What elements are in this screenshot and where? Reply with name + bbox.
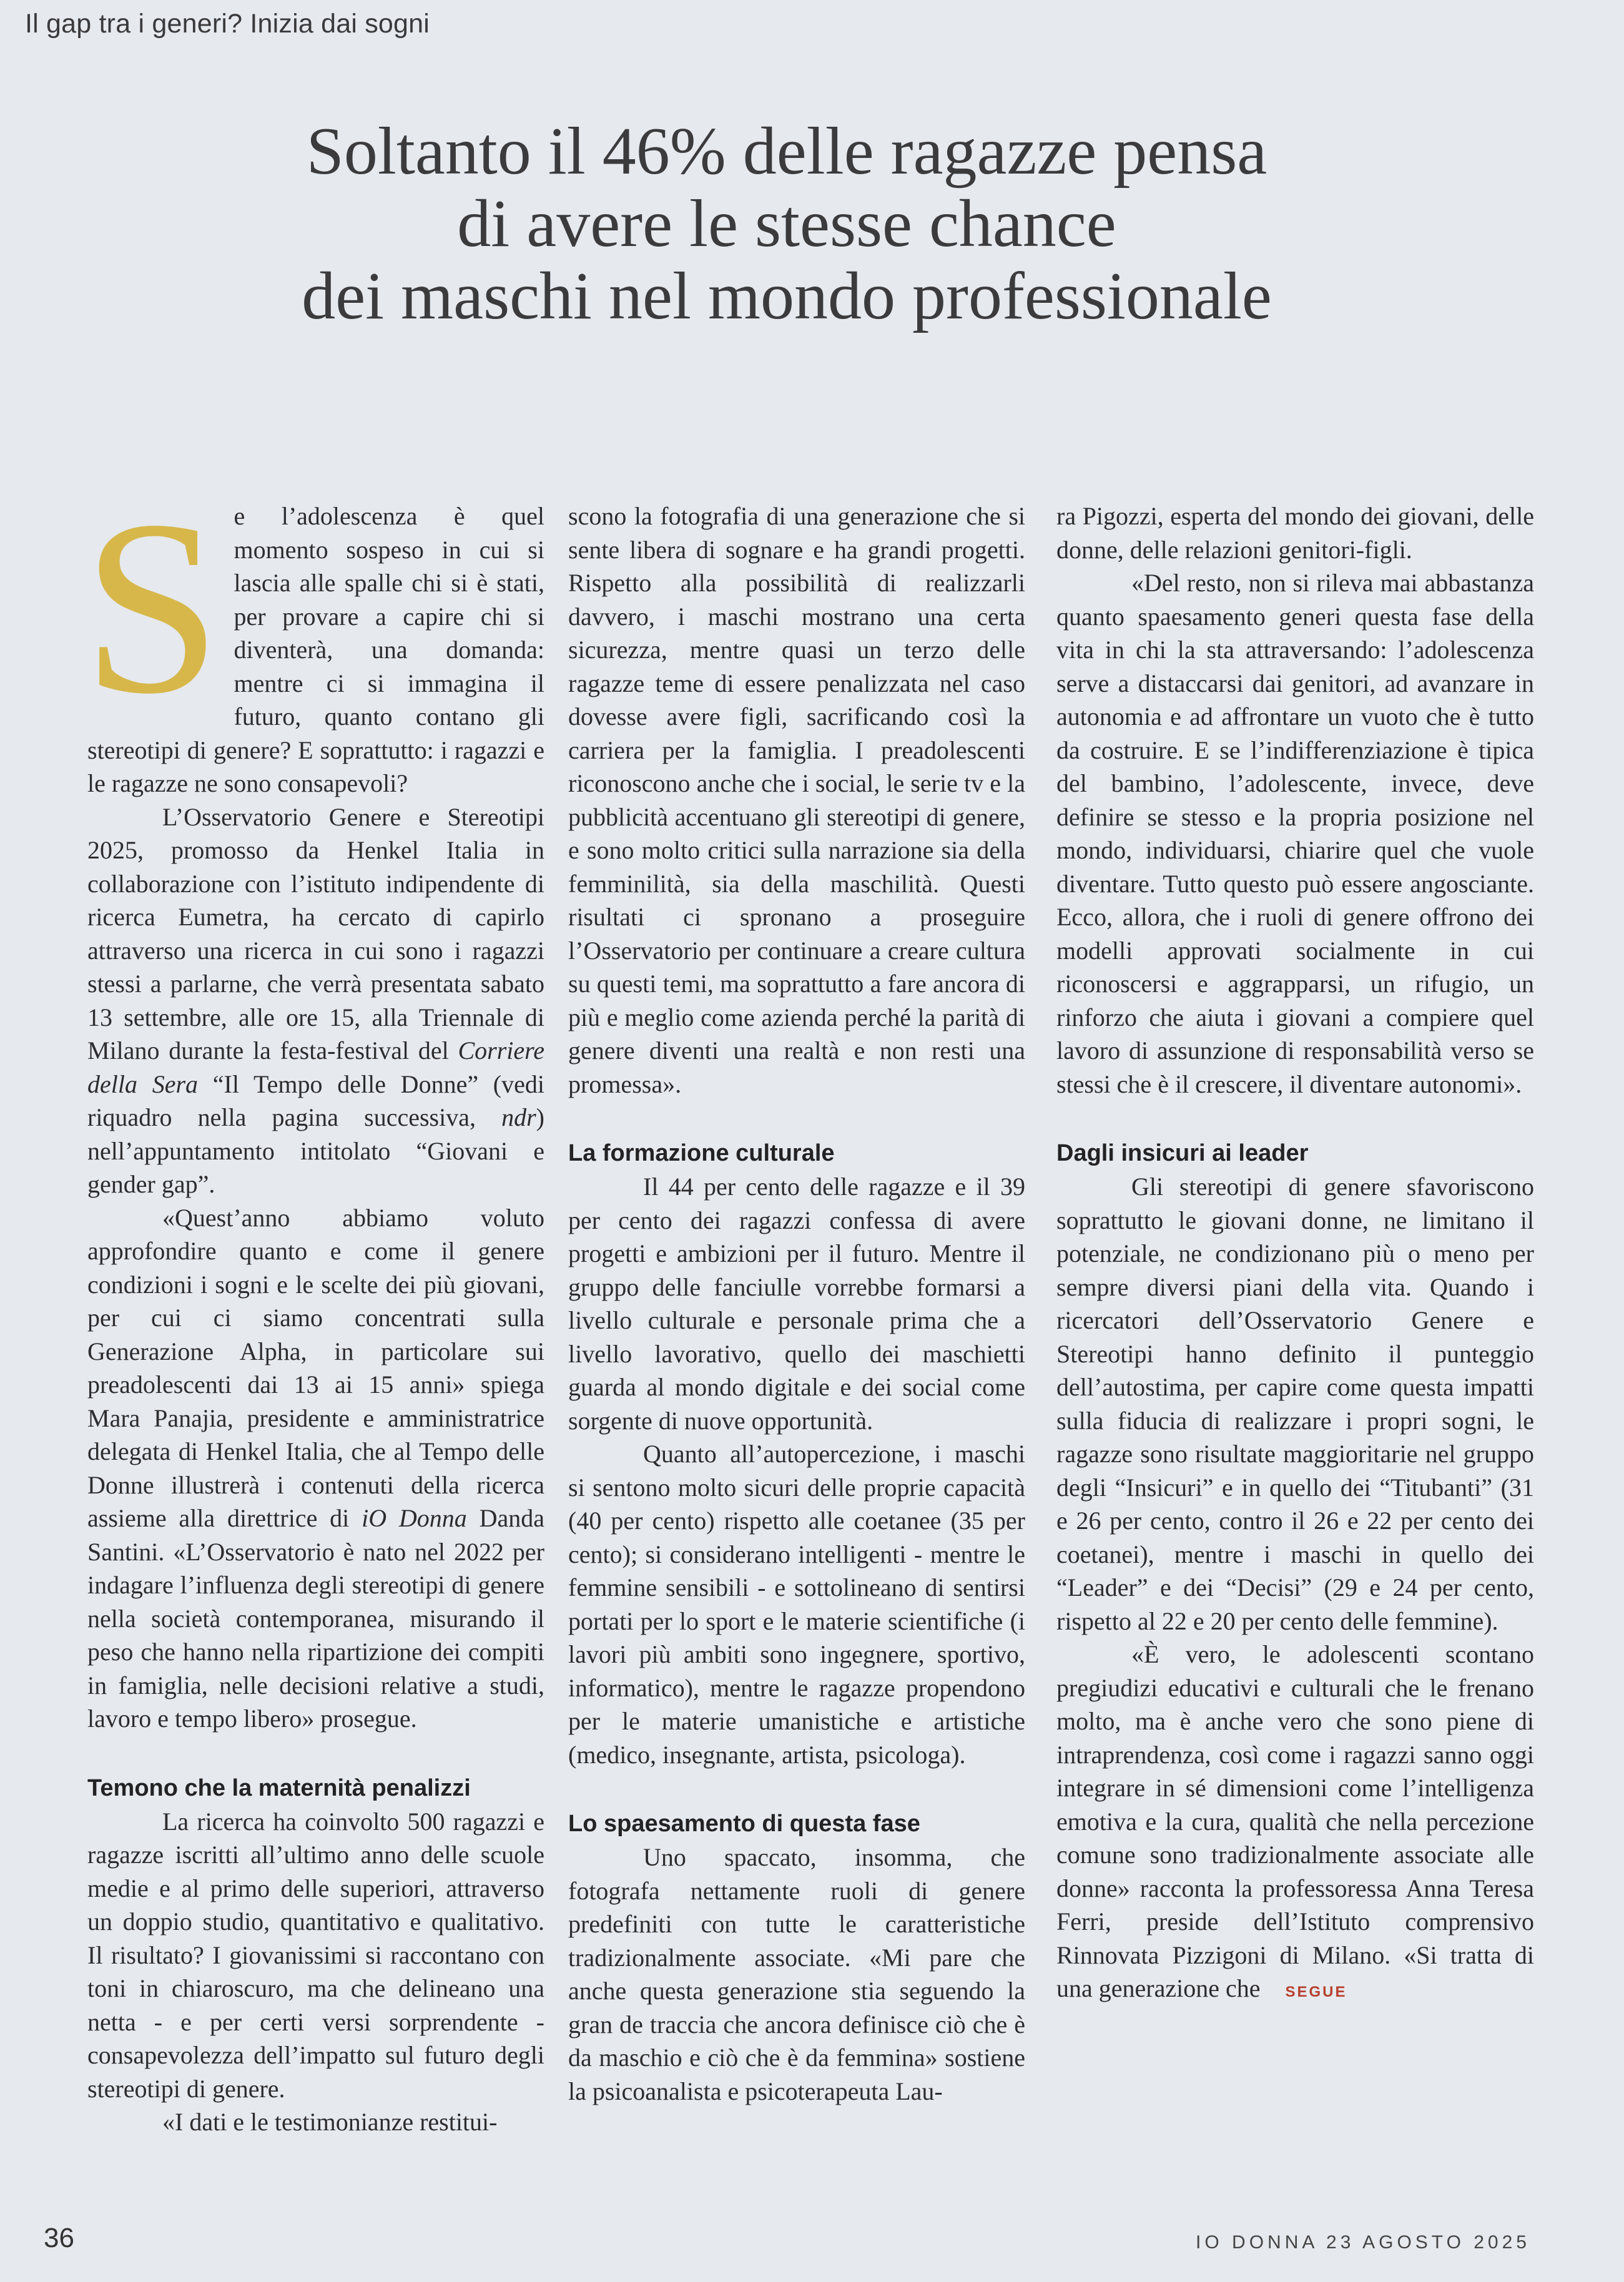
italic-title: iO Donna: [362, 1504, 467, 1532]
section-subhead: Dagli insicuri ai leader: [1056, 1140, 1309, 1166]
continued-marker: SEGUE: [1285, 1984, 1347, 2000]
article-column-3: [1056, 499, 1534, 2009]
italic-title: Corriere della Sera: [87, 1036, 544, 1098]
paragraph: L’Osservatorio Genere e Stereotipi 2025, promosso da Henkel Italia in collaborazione con l’istituto indipendente di ricerca Eumetra, ha cercato di capirlo attraverso una ricerca in cui sono i ragazzi stessi a parlarne, che verrà presentata sabato 13 settembre, alle ore 15, alla Triennale di Milano durante la festa-festival del Corriere della Sera “Il Tempo delle Donne” (vedi riquadro nella pagina successiva, ndr) nell’appuntamento intitolato “Giovani e gender gap”.: [87, 802, 544, 1198]
paragraph: «Quest’anno abbiamo voluto approfondire quanto e come il genere condizioni i sogni e le scelte dei più giovani, per cui ci siamo concentrati sulla Generazione Alpha, in particolare sui preadolescenti dai 13 ai 15 anni» spiega Mara Panajia, presidente e amministratrice delegata di Henkel Italia, che al Tempo delle Donne illustrerà i contenuti della ricerca assieme alla direttrice di iO Donna Danda Santini. «L’Osservatorio è nato nel 2022 per indagare l’influenza degli stereotipi di genere nella società contemporanea, misurando il peso che hanno nella ripartizione dei compiti in famiglia, nelle decisioni relative a studi, lavoro e tempo libero» prosegue.: [87, 1203, 544, 1733]
section-subhead: La formazione culturale: [568, 1140, 835, 1166]
paragraph: Gli stereotipi di genere sfavoriscono soprattutto le giovani donne, ne limitano il potenziale, ne condizionano più o meno per sempre diversi piani della vita. Quando i ricercatori dell’Osservatorio Genere e Stereotipi hanno definito il punteggio dell’autostima, per capire come questa impatti sulla fiducia di realizzare i propri sogni, le ragazze sono risultate maggioritarie nel gruppo degli “Insicuri” e in quello dei “Titubanti” (31 e 26 per cento, contro il 26 e 22 per cento dei coetanei), mentre i maschi in quello dei “Leader” e dei “Decisi” (29 e 24 per cento, rispetto al 22 e 20 per cento delle femmine).: [1056, 1173, 1534, 1635]
running-head: Il gap tra i generi? Inizia dai sogni: [25, 9, 430, 39]
drop-cap: S: [82, 469, 222, 745]
page-number: 36: [44, 2223, 74, 2253]
paragraph: «Del resto, non si rileva mai abbastanza quanto spaesamento generi questa fase della vita in chi la sta attraversando: l’adolescenza serve a distaccarsi dai genitori, ad avanzare in autonomia e ad affrontare un vuoto che è tutto da costruire. E se l’indifferenziazione è tipica del bambino, l’adolescente, invece, deve definire se stesso e la propria posizione nel mondo, individuarsi, chiarire quel che vuole diventare. Tutto questo può essere angosciante. Ecco, allora, che i ruoli di genere offrono dei modelli approvati socialmente in cui riconoscersi e aggrapparsi, un rifugio, un rinforzo che aiuta i giovani a compiere quel lavoro di assunzione di responsabilità verso se stessi che è il crescere, il diventare autonomi».: [1056, 569, 1534, 1098]
paragraph: «I dati e le testimonianze restitui-: [162, 2108, 498, 2136]
paragraph: e l’adolescenza è quel momento sospeso in cui si lascia alle spalle chi si è stati, per provare a capire chi si diventerà, una domanda: mentre ci si immagina il futuro, quanto contano gli stereotipi di genere? E soprattutto: i ragazzi e le ragazze ne sono consapevoli?: [87, 502, 544, 797]
article-column-1: [82, 469, 544, 2139]
headline-line-1: Soltanto il 46% delle ragazze pensa: [306, 114, 1267, 189]
paragraph: Quanto all’autopercezione, i maschi si sentono molto sicuri delle proprie capacità (40 per cento) rispetto alle coetanee (35 per cento); si considerano intelligenti - mentre le femmine sensibili - e sottolineano di sentirsi portati per lo sport e le materie scientifiche (i lavori più ambiti sono ingegnere, sportivo, informatico), mentre le ragazze propendono per le materie umanistiche e artistiche (medico, insegnante, artista, psicologa).: [568, 1440, 1025, 1769]
section-subhead: Lo spaesamento di questa fase: [568, 1811, 920, 1837]
paragraph: La ricerca ha coinvolto 500 ragazzi e ragazze iscritti all’ultimo anno delle scuole medie e al primo delle superiori, attraverso un doppio studio, quantitativo e qualitativo. Il risultato? I giovanissimi si raccontano con toni in chiaroscuro, ma che delineano una netta - e per certi versi sorprendente - consapevolezza dell’impatto sul futuro degli stereotipi di genere.: [87, 1807, 544, 2103]
paragraph: scono la fotografia di una generazione che si sente libera di sognare e ha grandi progetti. Rispetto alla possibilità di realizzarli davvero, i maschi mostrano una certa sicurezza, mentre quasi un terzo delle ragazze teme di essere penalizzata nel caso dovesse avere figli, sacrificando così la carriera per la famiglia. I preadolescenti riconoscono anche che i social, le serie tv e la pubblicità accentuano gli stereotipi di genere, e sono molto critici sulla narrazione sia della femminilità, sia della maschilità. Questi risultati ci spronano a proseguire l’Osservatorio per continuare a creare cultura su questi temi, ma soprattutto a fare ancora di più e meglio come azienda perché la parità di genere diventi una realtà e non resti una promessa».: [568, 502, 1025, 1098]
paragraph: «È vero, le adolescenti scontano pregiudizi educativi e culturali che le frenano molto, ma è anche vero che sono piene di intraprendenza, così come i ragazzi sanno oggi integrare in sé dimensioni come l’intelligenza emotiva e la cura, qualità che nella percezione comune sono tradizionalmente associate alle donne» racconta la professoressa Anna Teresa Ferri, preside dell’Istituto comprensivo Rinnovata Pizzigoni di Milano. «Si tratta di una generazione che SEGUE: [1056, 1640, 1534, 2002]
headline-line-2: di avere le stesse chance: [457, 187, 1116, 261]
paragraph: Il 44 per cento delle ragazze e il 39 per cento dei ragazzi confessa di avere progetti e ambizioni per il futuro. Mentre il gruppo delle fanciulle vorrebbe formarsi a livello culturale e personale prima che a livello lavorativo, quello dei maschietti guarda al mondo digitale e dei social come sorgente di nuove opportunità.: [568, 1173, 1025, 1435]
article-column-2: [568, 499, 1025, 2108]
paragraph: ra Pigozzi, esperta del mondo dei giovani, delle donne, delle relazioni genitori-figli.: [1056, 502, 1534, 564]
section-subhead: Temono che la maternità penalizzi: [87, 1774, 471, 1801]
publication-footer: IO DONNA 23 AGOSTO 2025: [1196, 2232, 1530, 2253]
headline: [187, 116, 1386, 333]
headline-line-3: dei maschi nel mondo professionale: [302, 259, 1272, 333]
paragraph: Uno spaccato, insomma, che fotografa nettamente ruoli di genere predefiniti con tutte le caratteristiche tradizionalmente associate. «Mi pare che anche questa generazione stia seguendo la gran de traccia che ancora definisce ciò che è da maschio e ciò che è da femmina» sostiene la psicoanalista e psicoterapeuta Lau-: [568, 1843, 1025, 2105]
